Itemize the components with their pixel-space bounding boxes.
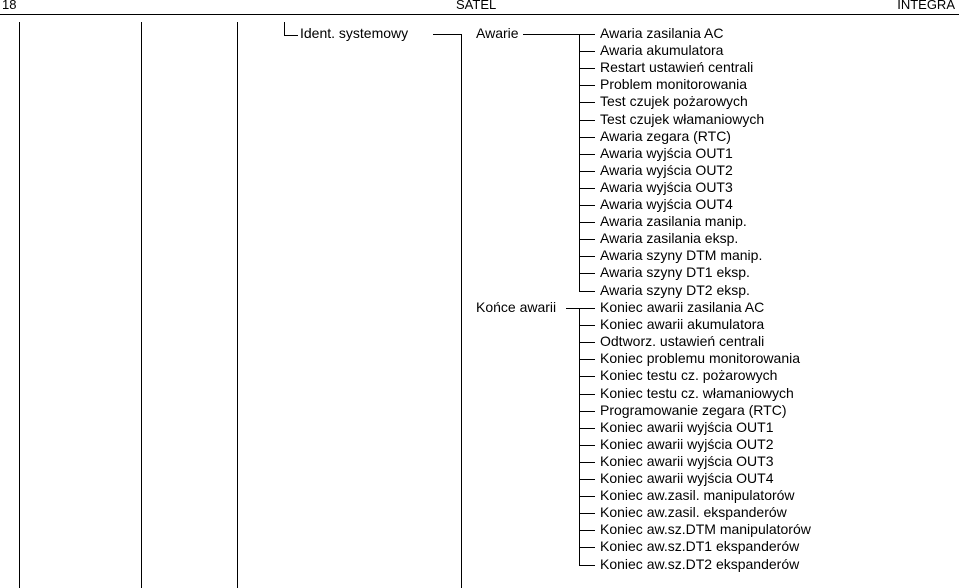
item-connector (579, 273, 595, 274)
group-branch-line (523, 34, 579, 35)
event-item: Koniec aw.zasil. ekspanderów (600, 504, 787, 521)
event-item: Test czujek pożarowych (600, 93, 748, 110)
event-item: Programowanie zegara (RTC) (600, 401, 787, 418)
item-connector (579, 154, 595, 155)
event-item: Awaria szyny DT2 eksp. (600, 281, 750, 298)
event-item: Test czujek włamaniowych (600, 110, 765, 127)
item-connector (579, 547, 595, 548)
group-trunk (579, 308, 580, 565)
event-item: Koniec awarii wyjścia OUT2 (600, 435, 774, 452)
item-connector (579, 85, 595, 86)
page-number: 18 (2, 0, 17, 12)
root-label: Ident. systemowy (300, 25, 409, 41)
item-connector (579, 171, 595, 172)
product-name: INTEGRA (897, 0, 955, 12)
item-connector (579, 394, 595, 395)
item-connector (579, 102, 595, 103)
event-item: Koniec awarii akumulatora (600, 316, 765, 333)
event-item: Koniec aw.sz.DT2 ekspanderów (600, 555, 800, 572)
page-header (0, 0, 959, 14)
group-trunk (579, 34, 580, 291)
event-item: Awaria wyjścia OUT4 (600, 196, 733, 212)
event-item: Koniec testu cz. włamaniowych (600, 384, 794, 401)
event-item: Koniec testu cz. pożarowych (600, 367, 778, 384)
root-connector (284, 35, 298, 36)
item-connector (579, 308, 595, 309)
item-connector (579, 342, 595, 343)
item-connector (579, 359, 595, 360)
item-connector (579, 291, 595, 292)
event-item: Awaria zasilania AC (600, 25, 724, 41)
tree-guide-line (141, 22, 142, 588)
event-item: Awaria szyny DT1 eksp. (600, 264, 750, 281)
tree-guide-line (19, 22, 20, 588)
event-item: Awaria wyjścia OUT1 (600, 144, 733, 161)
root-connector (284, 22, 285, 35)
item-connector (579, 376, 595, 377)
event-item: Awaria szyny DTM manip. (600, 247, 763, 264)
item-connector (579, 51, 595, 52)
item-connector (579, 239, 595, 240)
item-connector (579, 445, 595, 446)
event-item: Awaria zegara (RTC) (600, 127, 731, 144)
event-item: Koniec problemu monitorowania (600, 350, 800, 367)
event-item: Koniec aw.sz.DTM manipulatorów (600, 521, 811, 538)
item-connector (579, 479, 595, 480)
event-item: Problem monitorowania (600, 76, 748, 93)
event-item: Awaria zasilania eksp. (600, 230, 739, 247)
event-item: Awaria wyjścia OUT2 (600, 161, 733, 178)
item-connector (579, 530, 595, 531)
brand-name: SATEL (456, 0, 497, 12)
event-item: Koniec aw.sz.DT1 ekspanderów (600, 538, 800, 555)
item-connector (579, 137, 595, 138)
item-connector (579, 256, 595, 257)
event-item: Restart ustawień centrali (600, 59, 754, 76)
item-connector (579, 120, 595, 121)
event-item: Odtworz. ustawień centrali (600, 333, 765, 350)
item-connector (579, 462, 595, 463)
item-connector (579, 188, 595, 189)
event-item: Koniec awarii zasilania AC (600, 299, 765, 315)
item-connector (579, 496, 595, 497)
event-item: Koniec aw.zasil. manipulatorów (600, 487, 795, 504)
item-connector (579, 222, 595, 223)
event-item: Awaria wyjścia OUT3 (600, 178, 733, 195)
item-connector (579, 428, 595, 429)
item-connector (579, 325, 595, 326)
header-rule (0, 14, 959, 15)
event-item: Awaria akumulatora (600, 42, 724, 59)
groups-trunk (461, 34, 462, 588)
item-connector (579, 411, 595, 412)
group-label-konce-awarii: Końce awarii (476, 299, 557, 315)
item-connector (579, 565, 595, 566)
group-label-awarie: Awarie (476, 25, 519, 41)
group-branch-line (566, 308, 579, 309)
event-item: Koniec awarii wyjścia OUT4 (600, 470, 774, 486)
event-item: Awaria zasilania manip. (600, 213, 747, 230)
item-connector (579, 34, 595, 35)
item-connector (579, 513, 595, 514)
event-item: Koniec awarii wyjścia OUT3 (600, 452, 774, 469)
tree-guide-line (237, 22, 238, 588)
item-connector (579, 68, 595, 69)
root-branch-line (433, 34, 461, 35)
item-connector (579, 205, 595, 206)
event-item: Koniec awarii wyjścia OUT1 (600, 418, 774, 435)
